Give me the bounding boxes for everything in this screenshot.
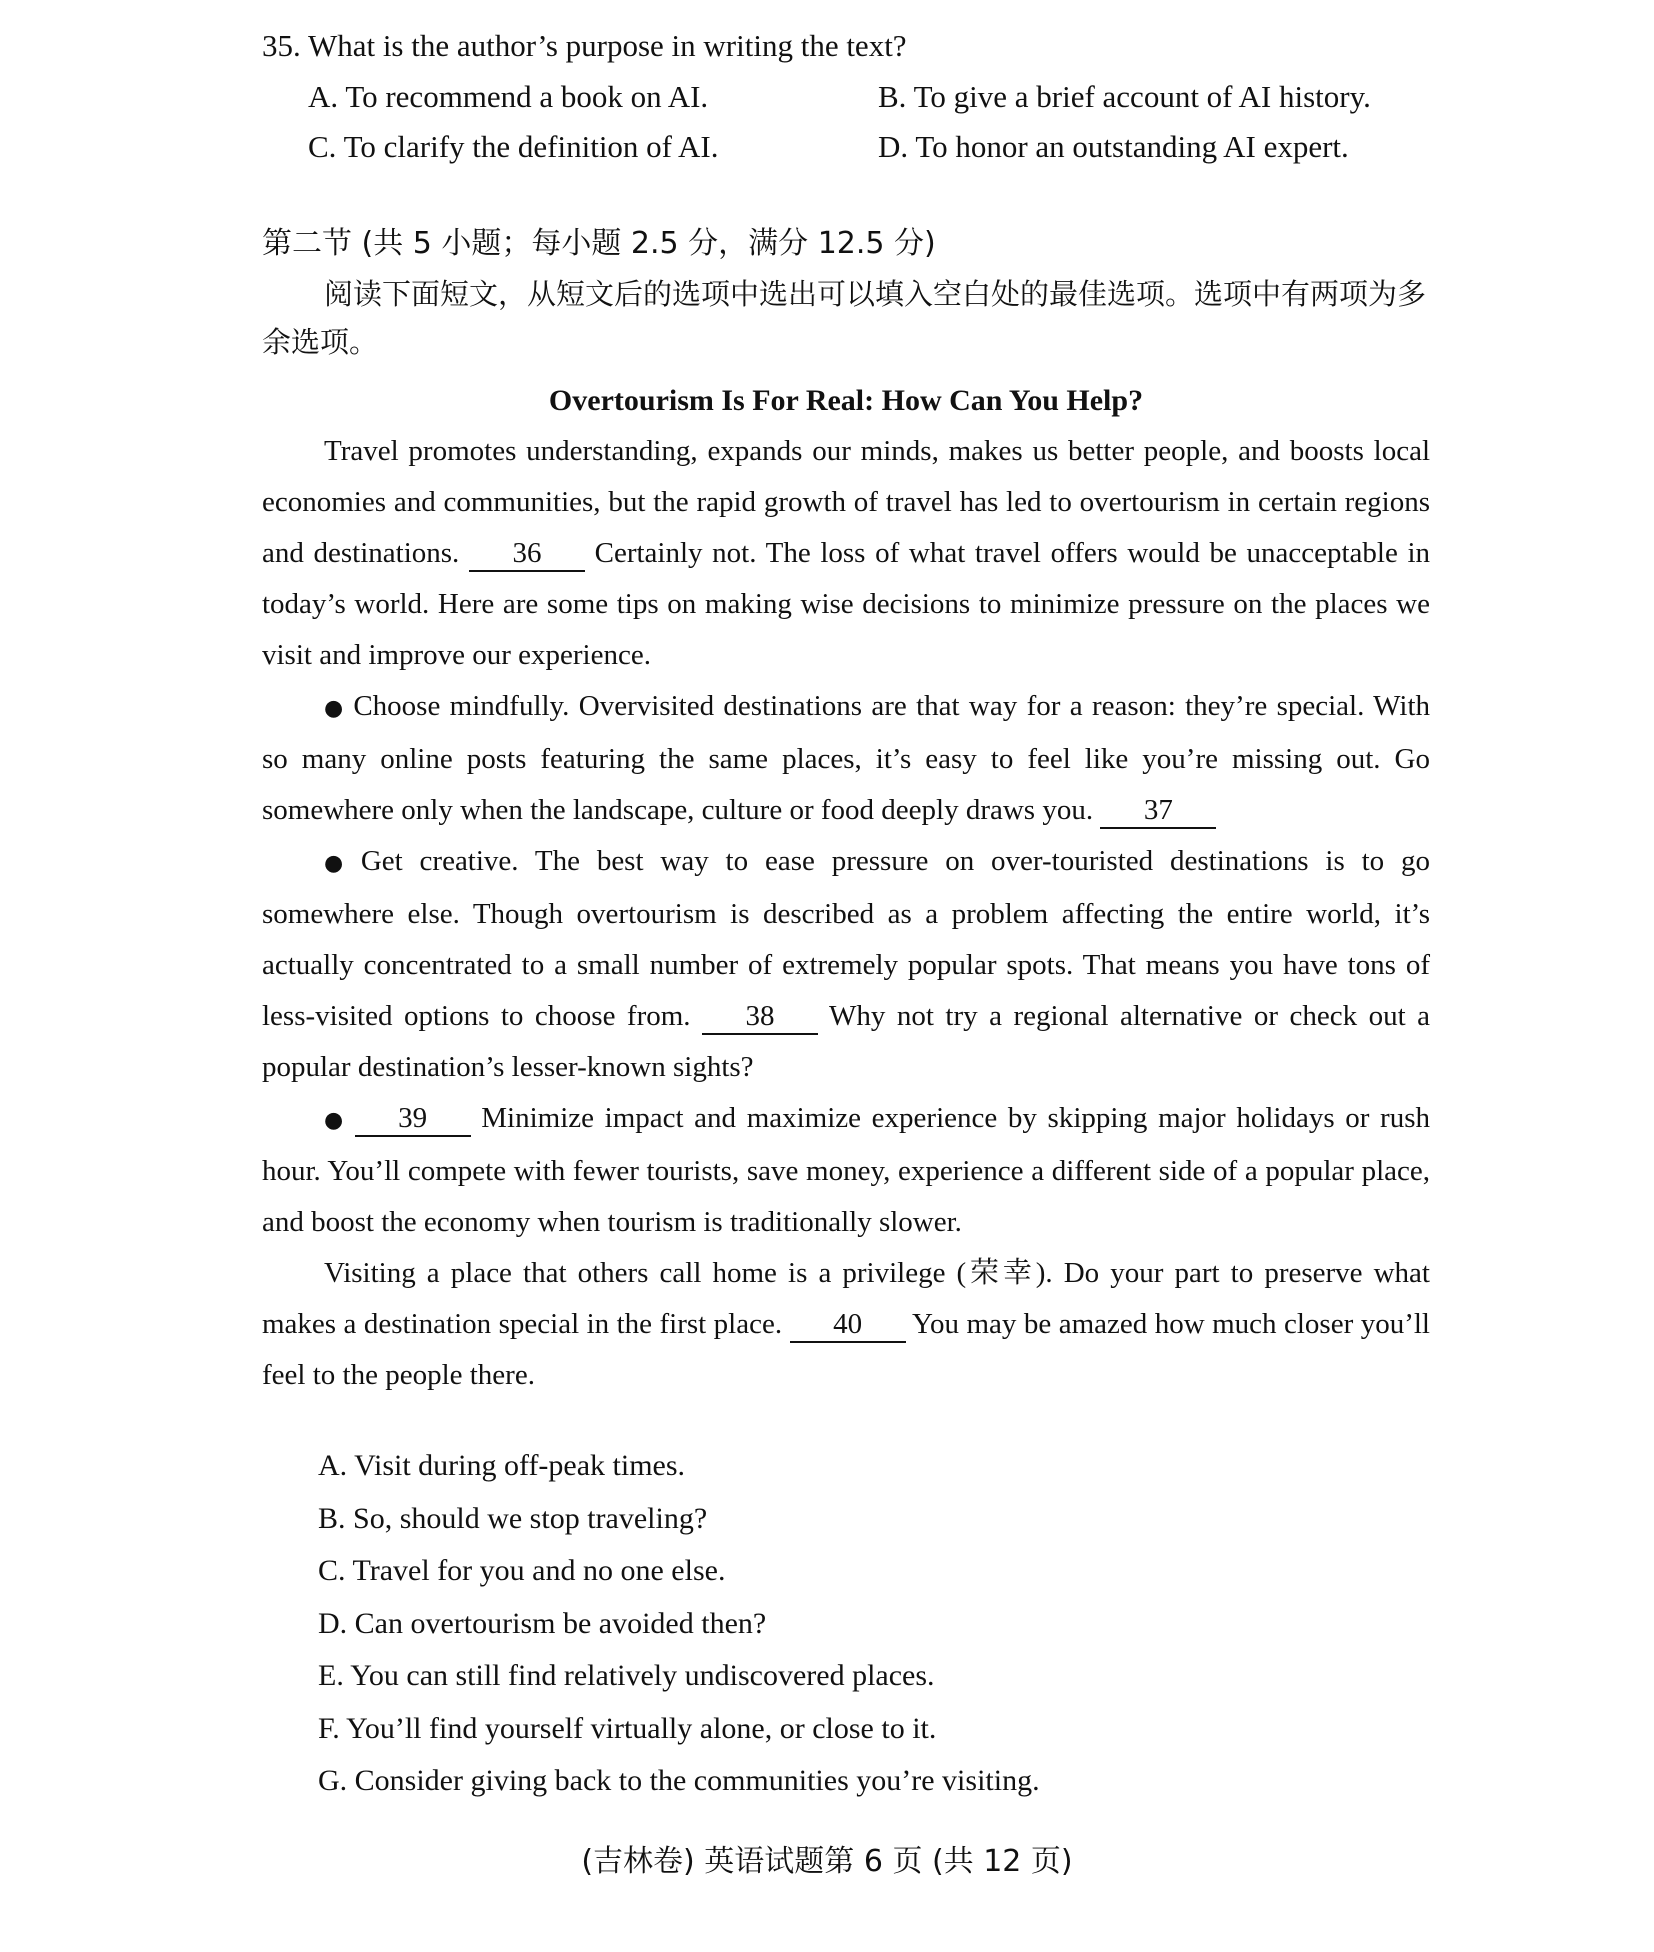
choice-a: A. Visit during off-peak times. [318, 1449, 686, 1482]
choice-b: B. So, should we stop traveling? [318, 1501, 708, 1535]
passage-title: Overtourism Is For Real: How Can You Help? [548, 384, 1144, 417]
paragraph-3-text-a: Get creative. The best way to ease pressure on over-touristed destinations is to go somewhere else. Though overtourism is described as a problem affecting the entire world, it’s actually concentrated to a small number of extremely popular spots. That means you have tons of less-visited options to choose from. [262, 845, 1431, 1032]
bullet-icon: ● [324, 696, 346, 721]
paragraph-5 [262, 1248, 1430, 1401]
section-instruction: 阅读下面短文，从短文后的选项中选出可以填入空白处的最佳选项。选项中有两项为多余选项。 [262, 277, 1427, 359]
paragraph-1-text-b: Certainly not. The loss of what travel offers would be unacceptable in today’s world. Here are some tips on making wise decisions to minimize pressure on the places we visit and improve our experience. [262, 537, 1431, 671]
question-35 [262, 20, 1402, 172]
answer-choices [318, 1440, 1040, 1808]
reading-passage [262, 376, 1430, 1401]
blank-39: 39 [355, 1101, 471, 1137]
paragraph-4 [262, 1093, 1430, 1248]
section-heading: 第二节 (共 5 小题；每小题 2.5 分，满分 12.5 分) [262, 226, 936, 261]
paragraph-1-text-a: Travel promotes understanding, expands our minds, makes us better people, and boosts local economies and communities, but the rapid growth of travel has led to overtourism in certain regions and destinations. [262, 435, 1430, 569]
paragraph-3 [262, 836, 1430, 1093]
bullet-icon: ● [324, 1108, 347, 1133]
page-footer: (吉林卷) 英语试题第 6 页 (共 12 页) [581, 1844, 1073, 1879]
choice-c: C. Travel for you and no one else. [318, 1554, 726, 1587]
option-b: B. To give a brief account of AI history. [878, 79, 1371, 114]
choice-e: E. You can still find relatively undiscovered places. [318, 1659, 935, 1692]
paragraph-2 [262, 681, 1430, 836]
paragraph-4-text: Minimize impact and maximize experience by skipping major holidays or rush hour. You’ll compete with fewer tourists, save money, experience a different side of a popular place, and boost the economy when tourism is traditionally slower. [262, 1102, 1431, 1238]
paragraph-5-text-b: You may be amazed how much closer you’ll feel to the people there. [262, 1308, 1430, 1391]
bullet-icon: ● [324, 851, 353, 876]
option-d: D. To honor an outstanding AI expert. [878, 129, 1349, 164]
question-35-stem: 35. What is the author’s purpose in writing the text? [262, 28, 907, 63]
question-35-options [308, 72, 1402, 172]
choice-f: F. You’ll find yourself virtually alone, or close to it. [318, 1711, 937, 1745]
blank-37: 37 [1100, 793, 1216, 829]
option-a: A. To recommend a book on AI. [308, 79, 709, 114]
blank-38: 38 [702, 999, 818, 1035]
blank-36: 36 [469, 536, 585, 572]
section-two [262, 218, 1430, 366]
paragraph-3-text-b: Why not try a regional alternative or check out a popular destination’s lesser-known sights? [262, 1000, 1431, 1083]
choice-d: D. Can overtourism be avoided then? [318, 1606, 767, 1640]
paragraph-2-text: Choose mindfully. Overvisited destinations are that way for a reason: they’re special. With so many online posts featuring the same places, it’s easy to feel like you’re missing out. Go somewhere only when the landscape, culture or food deeply draws you. [262, 690, 1431, 826]
choice-g: G. Consider giving back to the communities you’re visiting. [318, 1764, 1040, 1797]
paragraph-5-text-a: Visiting a place that others call home is a privilege (荣幸). Do your part to preserve what makes a destination special in the first place. [262, 1257, 1430, 1340]
paragraph-1 [262, 426, 1430, 681]
blank-40: 40 [790, 1307, 906, 1343]
option-c: C. To clarify the definition of AI. [308, 129, 719, 164]
